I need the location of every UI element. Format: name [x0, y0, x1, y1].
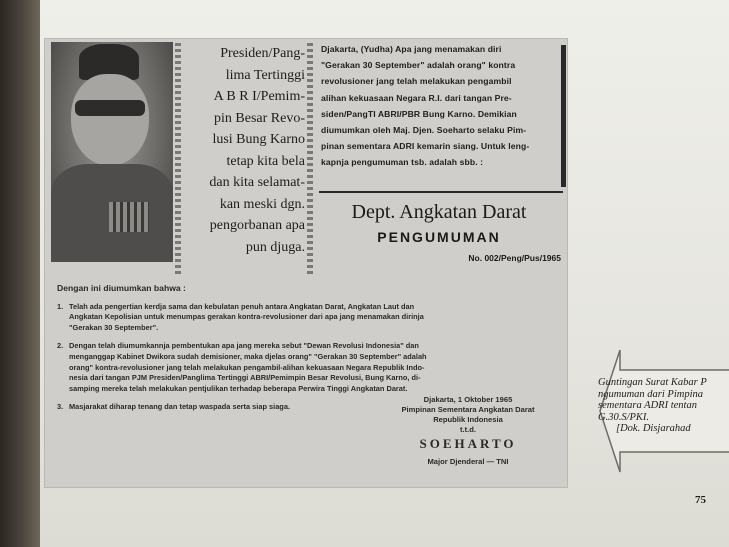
zigzag-border-right [307, 43, 313, 275]
caption-line: ngumuman dari Pimpina [598, 388, 703, 400]
news-line: revolusioner jang telah melakukan pengambil [321, 76, 512, 87]
news-line: pinan sementara ADRI kemarin siang. Untuk leng- [321, 141, 530, 152]
news-line: alihan kekuasaan Negara R.I. dari tangan Pre- [321, 92, 512, 103]
photo-caption [598, 377, 729, 435]
announcement-number: No. 002/Peng/Pus/1965 [468, 253, 561, 263]
quote-line: kan meski dgn. [219, 196, 305, 212]
signature-rank: Major Djenderal — TNI [427, 457, 509, 466]
portrait-photo [51, 42, 173, 262]
item-line: Angkatan Kepolisian untuk menumpas gerakan kontra-revolusioner dari apa jang menamakan dirinja [69, 312, 424, 322]
portrait-face [71, 74, 149, 166]
news-line: Djakarta, (Yudha) Apa jang menamakan diri [321, 44, 502, 54]
list-item [57, 341, 565, 394]
item-line: Telah ada pengertian kerdja sama dan kebulatan penuh antara Angkatan Darat, Angkatan Laut dan [69, 301, 415, 311]
book-spine [0, 0, 40, 547]
caption-line: G.30.S/PKI. [598, 411, 650, 423]
announcement-header [317, 201, 561, 271]
page-number: 75 [695, 494, 706, 506]
item-line: samping mereka telah melakukan pentjulikan terhadap beberapa Perwira Tinggi Angkatan Darat. [69, 383, 408, 393]
item-line: menganggap Kabinet Dwikora sudah demisioner, maka djelas orang" "Gerakan 30 September" adalah [69, 351, 427, 361]
signature-ttd: t.t.d. [459, 425, 477, 434]
signature-role: Republik Indonesia [433, 415, 503, 424]
quote-line: pin Besar Revo- [214, 110, 305, 126]
caption-source: [Dok. Disjarahad [616, 423, 691, 434]
quote-line: lusi Bung Karno [212, 132, 305, 147]
item-number: 1. [57, 301, 64, 311]
item-line: nesia dari tangan PJM Presiden/Panglima Tertinggi ABRI/Pemimpin Besar Revolusi, Bung Karno, di- [69, 373, 421, 383]
quote-line: Presiden/Pang- [220, 46, 305, 61]
news-line: siden/PangTI ABRI/PBR Bung Karno. Demikian [321, 108, 517, 119]
quote-line: lima Tertinggi [225, 67, 305, 83]
quote-line: tetap kita bela [226, 153, 305, 169]
portrait-medals [109, 202, 149, 232]
quote-line: A B R I/Pemim- [213, 89, 305, 104]
item-line: Masjarakat diharap tenang dan tetap waspada serta siap siaga. [69, 402, 290, 412]
item-number: 3. [57, 402, 64, 412]
signature-role: Pimpinan Sementara Angkatan Darat [401, 405, 535, 414]
announcement-title: PENGUMUMAN [377, 229, 501, 245]
item-line: "Gerakan 30 September". [69, 322, 159, 332]
signature-block [373, 395, 563, 467]
dept-title: Dept. Angkatan Darat [351, 201, 527, 223]
signature-place-date: Djakarta, 1 Oktober 1965 [423, 395, 513, 404]
item-text [69, 341, 565, 394]
caption-line: Guntingan Surat Kabar P [598, 377, 707, 388]
quote-line: dan kita selamat- [209, 175, 305, 190]
caption-line: sementara ADRI tentan [598, 400, 697, 411]
list-item [57, 302, 565, 334]
news-line: kapnja pengumuman tsb. adalah sbb. : [321, 157, 484, 168]
news-lead [321, 41, 551, 171]
column-rule-vertical [561, 45, 566, 187]
news-line: "Gerakan 30 September" adalah orang" kontra [321, 60, 516, 71]
quote-block [181, 43, 305, 258]
newspaper-clipping [44, 38, 568, 488]
item-line: Dengan telah diumumkannja pembentukan apa jang mereka sebut "Dewan Revolusi Indonesia" dan [69, 341, 419, 351]
portrait-glasses [75, 100, 145, 116]
item-line: orang" kontra-revolusioner jang telah melakukan pengambil-alihan kekuasaan Negara Republik Indo- [69, 362, 425, 372]
quote-line: pun djuga. [245, 239, 305, 255]
quote-line: pengorbanan apa [209, 218, 305, 233]
signature-name: SOEHARTO [419, 436, 517, 451]
item-text [69, 302, 565, 334]
column-rule-horizontal [319, 191, 563, 193]
item-number: 2. [57, 341, 64, 351]
announcement-intro: Dengan ini diumumkan bahwa : [57, 283, 186, 293]
news-line: diumumkan oleh Maj. Djen. Soeharto selaku Pim- [321, 125, 527, 136]
